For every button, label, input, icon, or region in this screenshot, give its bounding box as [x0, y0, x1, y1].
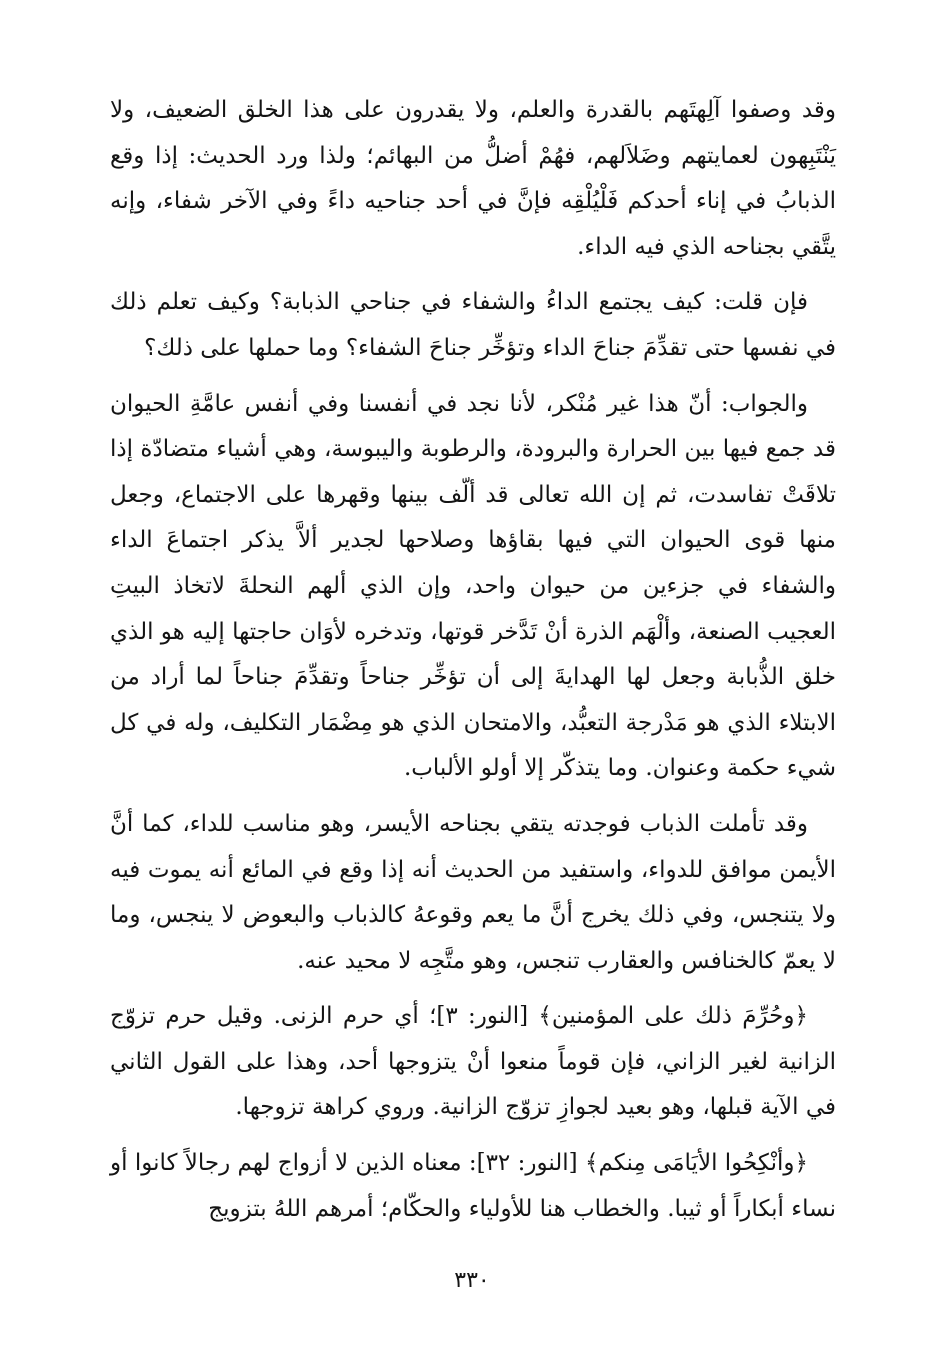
page-number: ٣٣٠	[454, 1268, 490, 1293]
paragraph-4: وقد تأملت الذباب فوجدته يتقي بجناحه الأيسر، وهو مناسب للداء، كما أنَّ الأيمن موافق للدواء، واستفيد من الحديث أنه إذا وقع في المائع أنه يموت فيه ولا يتنجس، وفي ذلك يخرج أنَّ ما يعم وقوعهُ كالذباب والبعوض لا ينجس، وما لا يعمّ كالخنافس والعقارب تنجس، وهو متَّجِه لا محيد عنه.	[110, 810, 836, 974]
paragraph-2: فإن قلت: كيف يجتمع الداءُ والشفاء في جناحي الذبابة؟ وكيف تعلم ذلك في نفسها حتى تقدِّمَ جناحَ الداء وتؤخِّر جناحَ الشفاء؟ وما حملها على ذلك؟	[110, 289, 836, 361]
paragraph-3: والجواب: أنّ هذا غير مُنْكر، لأنا نجد في أنفسنا وفي أنفس عامَّةِ الحيوان قد جمع فيها بين الحرارة والبرودة، والرطوبة واليبوسة، وهي أشياء متضادّة إذا تلاقَتْ تفاسدت، ثم إن الله تعالى قد ألّف بينها وقهرها على الاجتماع، وجعل منها قوى الحيوان التي فيها بقاؤها وصلاحها لجدير ألاَّ يذكر اجتماعَ الداء والشفاء في جزءين من حيوان واحد، وإن الذي ألهم النحلةَ لاتخاذ البيتِ العجيب الصنعة، وألْهَم الذرة أنْ تَدَّخر قوتها، وتدخره لأوَان حاجتها إليه هو الذي خلق الذُّبابة وجعل لها الهدايةَ إلى أن تؤخِّر جناحاً وتقدِّمَ جناحاً لما أراد من الابتلاء الذي هو مَدْرجة التعبُّد، والامتحان الذي هو مِضْمَار التكليف، وله في كل شيء حكمة وعنوان. وما يتذكّر إلا أولو الألباب.	[110, 390, 836, 782]
paragraph-6: ﴿وأنْكِحُوا الأيَامَى مِنكم﴾ [النور: ٣٢]: معناه الذين لا أزواج لهم رجالاً كانوا أو نساء أبكاراً أو ثيبا. والخطاب هنا للأولياء والحكّام؛ أمرهم اللهُ بتزويج	[110, 1150, 836, 1222]
page-body	[110, 88, 836, 1248]
paragraph-5: ﴿وحُرِّمَ ذلك على المؤمنين﴾ [النور: ٣]؛ أي حرم الزنى. وقيل حرم تزوّج الزانية لغير الزاني، فإن قوماً منعوا أنْ يتزوجها أحد، وهذا على القول الثاني في الآية قبلها، وهو بعيد لجوازِ تزوّج الزانية. وروي كراهة تزوجها.	[110, 1003, 836, 1121]
paragraph-1: وقد وصفوا آلِهتَهم بالقدرة والعلم، ولا يقدرون على هذا الخلق الضعيف، ولا يَنْتَبِهون لعمايتهم وضَلاَلهم، فهُمْ أضلُّ من البهائم؛ ولذا ورد الحديث: إذا وقع الذبابُ في إناء أحدكم فَلْيُلْقِه فإنَّ في أحد جناحيه داءً وفي الآخر شفاء، وإنه يتَّقي بجناحه الذي فيه الداء.	[110, 97, 836, 260]
